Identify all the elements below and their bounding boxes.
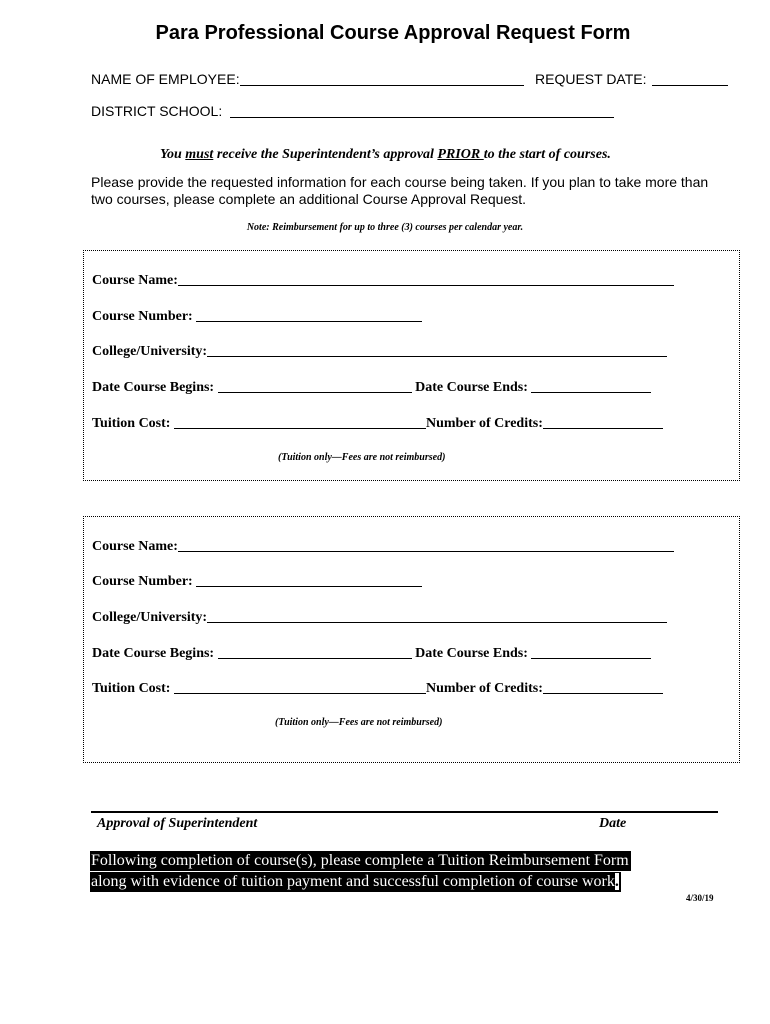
credits-field[interactable] <box>543 680 663 694</box>
tuition-cost-label: Tuition Cost: <box>92 416 171 431</box>
district-school-row <box>91 103 614 119</box>
date-label: Date <box>599 816 627 831</box>
request-date-field[interactable] <box>652 71 728 86</box>
signature-line[interactable] <box>91 811 718 813</box>
course-number-row <box>92 308 422 325</box>
credits-label: Number of Credits: <box>425 681 543 696</box>
page-title: Para Professional Course Approval Request Form <box>155 22 631 44</box>
credits-label: Number of Credits: <box>425 416 543 431</box>
course-name-row <box>92 538 674 555</box>
course-name-field[interactable] <box>178 538 674 552</box>
tuition-note: (Tuition only—Fees are not reimbursed) <box>275 717 443 728</box>
dates-row <box>92 379 651 396</box>
completion-notice-line-2: along with evidence of tuition payment and successful completion of course work. <box>91 873 619 890</box>
date-ends-field[interactable] <box>531 379 651 393</box>
course-name-field[interactable] <box>178 272 674 286</box>
employee-name-row <box>91 71 524 87</box>
date-begins-field[interactable] <box>218 379 412 393</box>
employee-name-field[interactable] <box>240 71 524 86</box>
course-box-2 <box>83 516 740 763</box>
tuition-note: (Tuition only—Fees are not reimbursed) <box>278 452 446 463</box>
prior-emphasis: PRIOR <box>437 147 484 162</box>
college-field[interactable] <box>207 609 667 623</box>
college-row <box>92 609 667 626</box>
reimbursement-note: Note: Reimbursement for up to three (3) courses per calendar year. <box>246 222 524 233</box>
date-begins-label: Date Course Begins: <box>92 380 215 395</box>
must-emphasis: must <box>185 147 214 162</box>
request-date-label: REQUEST DATE: <box>535 71 647 87</box>
date-ends-label: Date Course Ends: <box>415 646 528 661</box>
request-date-row <box>535 71 728 87</box>
course-number-label: Course Number: <box>92 574 193 589</box>
college-row <box>92 343 667 360</box>
college-label: College/University: <box>92 344 208 359</box>
revision-date: 4/30/19 <box>686 893 714 903</box>
date-begins-label: Date Course Begins: <box>92 646 215 661</box>
college-field[interactable] <box>207 343 667 357</box>
credits-field[interactable] <box>543 415 663 429</box>
course-number-field[interactable] <box>196 573 422 587</box>
date-ends-field[interactable] <box>531 645 651 659</box>
district-school-field[interactable] <box>230 103 614 118</box>
college-label: College/University: <box>92 610 208 625</box>
course-number-field[interactable] <box>196 308 422 322</box>
course-box-1 <box>83 250 740 481</box>
instructions-text: Please provide the requested information for each course being taken. If you plan to take more than two courses, please complete an additional Course Approval Request. <box>91 174 709 207</box>
tuition-row <box>92 415 663 432</box>
tuition-cost-field[interactable] <box>174 415 426 429</box>
district-school-label: DISTRICT SCHOOL: <box>91 103 223 119</box>
course-number-label: Course Number: <box>92 309 193 324</box>
tuition-cost-label: Tuition Cost: <box>92 681 171 696</box>
date-ends-label: Date Course Ends: <box>415 380 528 395</box>
course-number-row <box>92 573 422 590</box>
approval-notice: You must receive the Superintendent’s approval PRIOR to the start of courses. <box>160 147 611 162</box>
dates-row <box>92 645 651 662</box>
date-begins-field[interactable] <box>218 645 412 659</box>
course-name-label: Course Name: <box>92 273 178 288</box>
completion-notice-line-1: Following completion of course(s), please complete a Tuition Reimbursement Form <box>91 852 629 869</box>
course-name-row <box>92 272 674 289</box>
course-name-label: Course Name: <box>92 539 178 554</box>
approval-label: Approval of Superintendent <box>97 816 258 831</box>
tuition-cost-field[interactable] <box>174 680 426 694</box>
tuition-row <box>92 680 663 697</box>
employee-name-label: NAME OF EMPLOYEE: <box>91 71 240 87</box>
